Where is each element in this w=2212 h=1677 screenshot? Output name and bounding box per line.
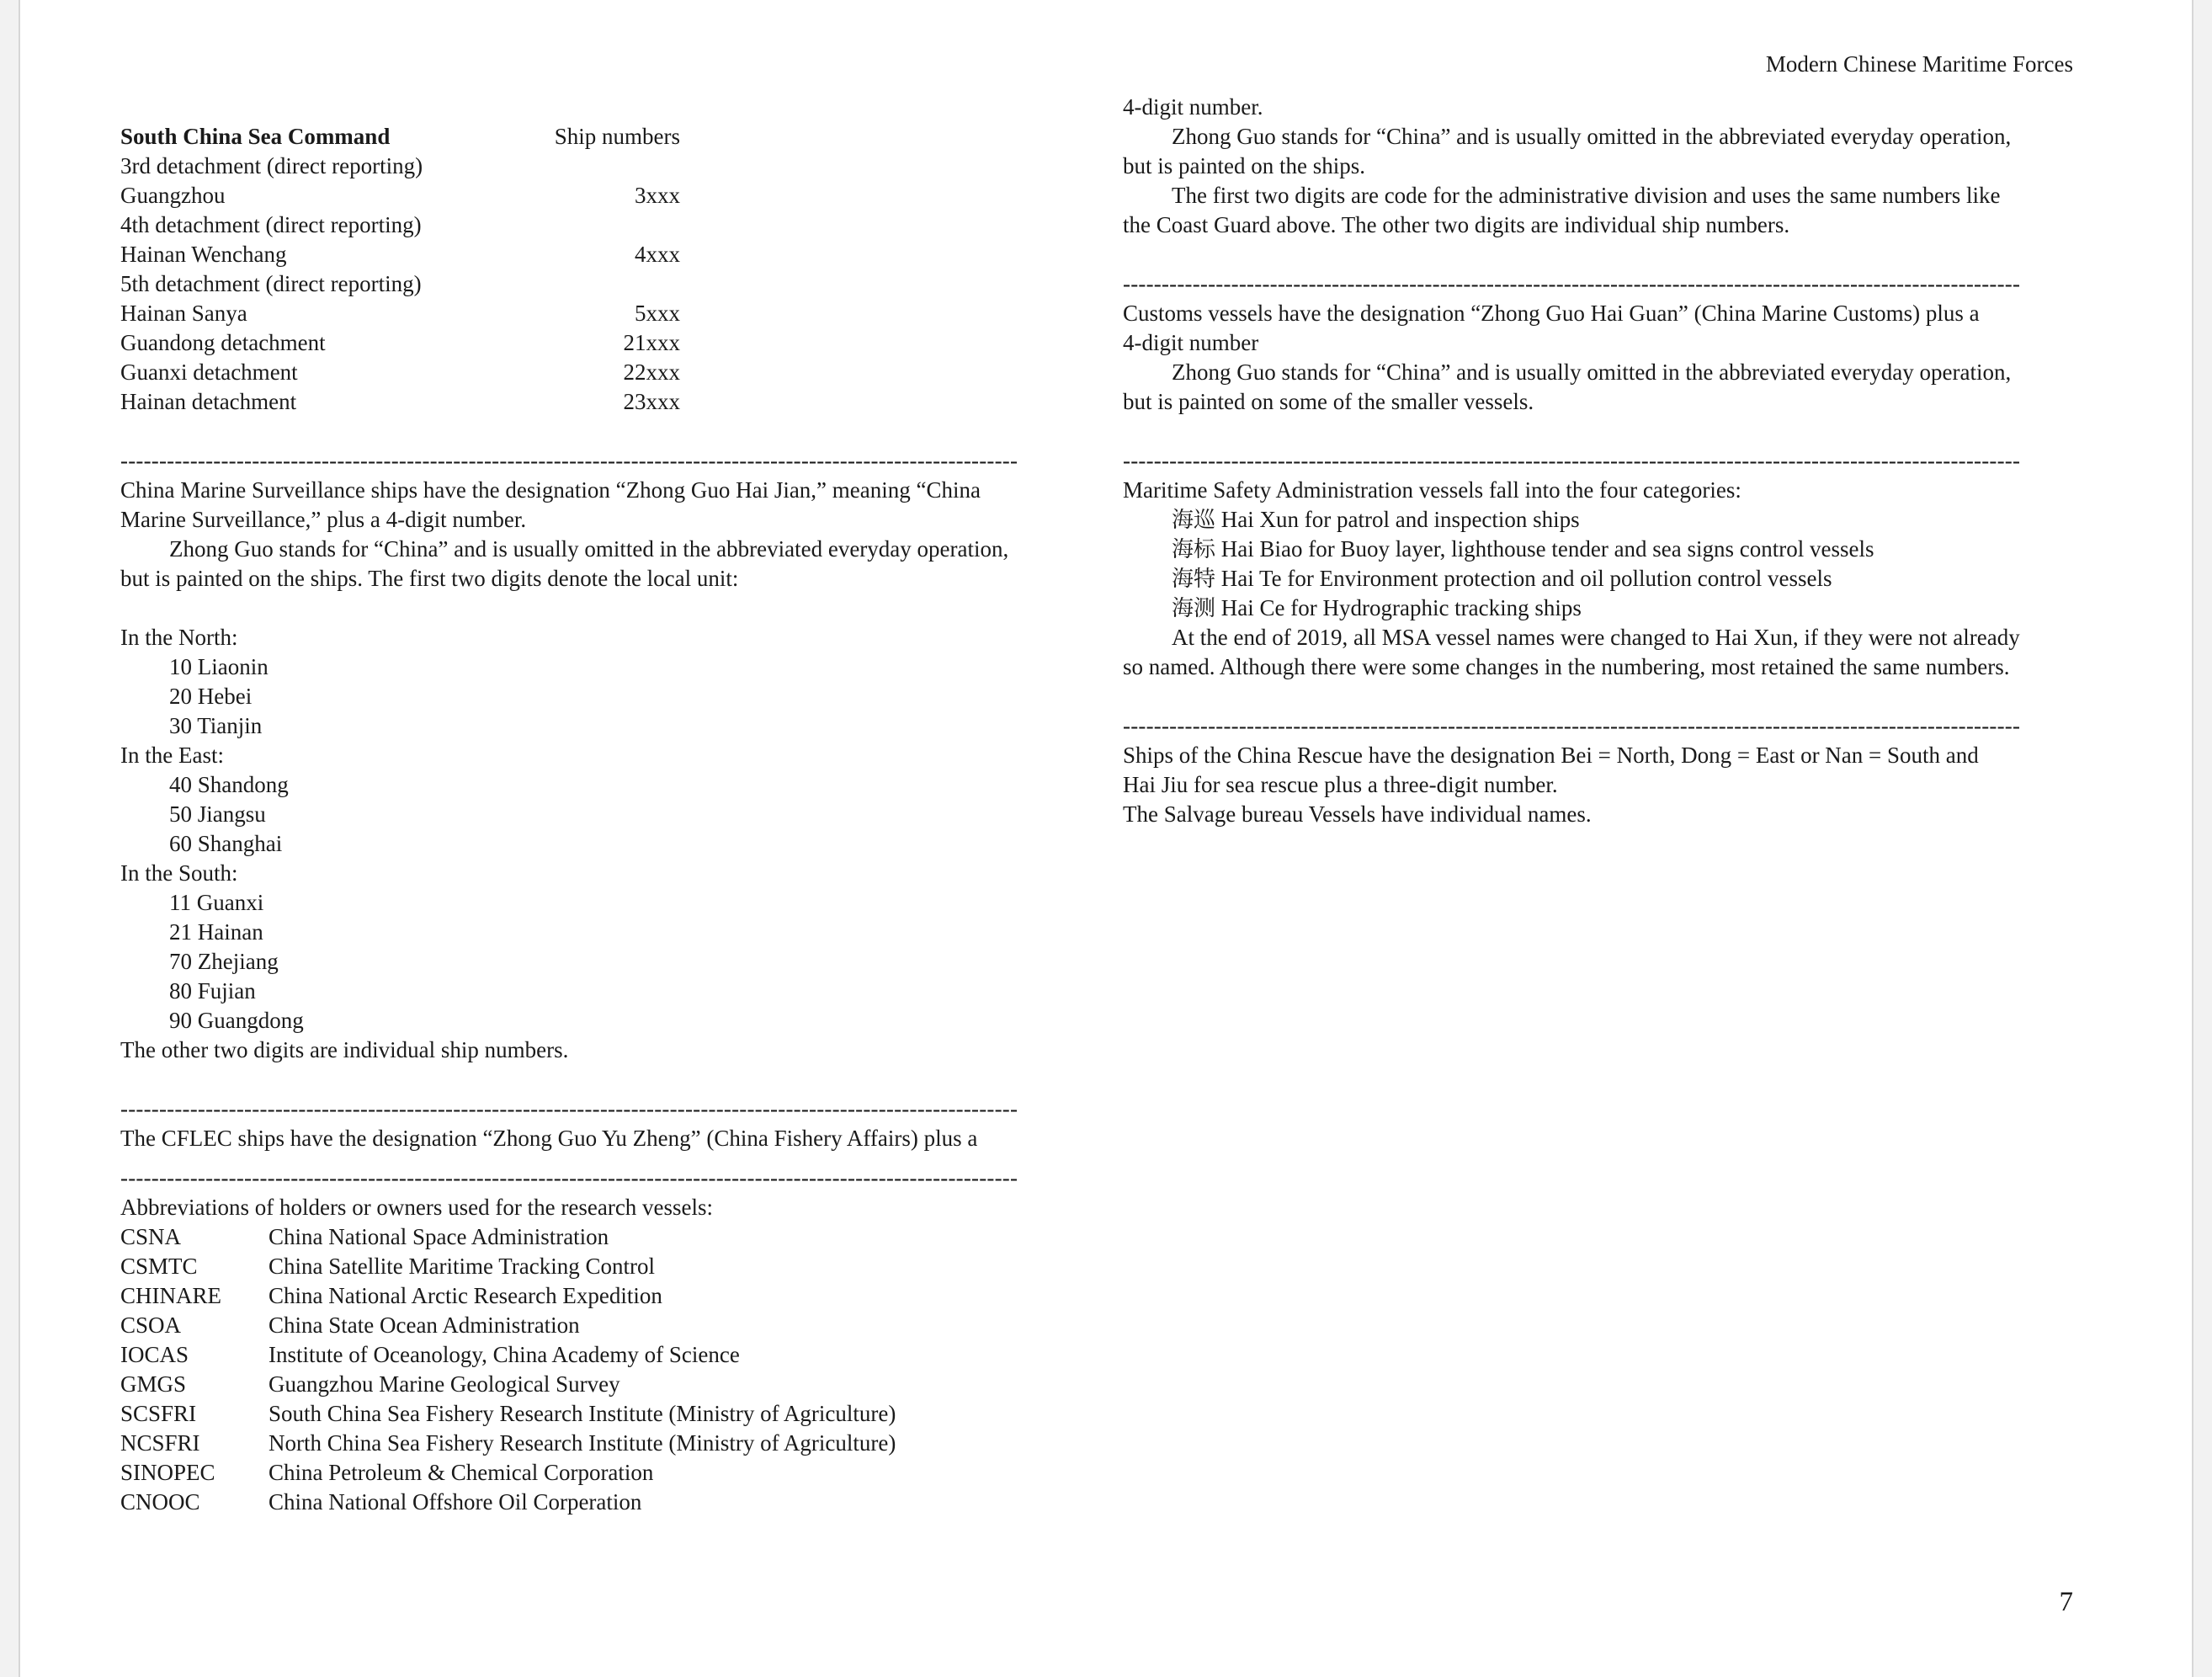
command-table-row	[120, 358, 1105, 387]
ship-number-range	[541, 210, 680, 240]
region-heading: In the East:	[120, 743, 224, 768]
customs-text: 4-digit number	[1123, 330, 1259, 355]
continuation-text: Zhong Guo stands for “China” and is usually omitted in the abbreviated everyday operation,	[1172, 124, 2012, 149]
ship-number-range: 22xxx	[623, 359, 680, 385]
abbreviation-row	[120, 1429, 1105, 1458]
category-description: Hai Biao for Buoy layer, lighthouse tender and sea signs control vessels	[1220, 536, 1874, 562]
abbreviation-meaning: North China Sea Fishery Research Institute (Ministry of Agriculture)	[269, 1430, 896, 1456]
abbreviation-meaning: China Satellite Maritime Tracking Control	[269, 1254, 655, 1279]
msa-heading: Maritime Safety Administration vessels fall into the four categories:	[1123, 477, 1741, 503]
msa-category	[1123, 594, 2116, 623]
abbreviation-meaning: China National Space Administration	[269, 1224, 609, 1249]
section-divider: --------------------------------------------------------------------------------------------------------------------	[120, 1165, 1018, 1190]
ship-number-range: 5xxx	[635, 301, 680, 326]
command-table-row	[120, 387, 1105, 417]
abbreviation-meaning: China State Ocean Administration	[269, 1312, 580, 1338]
abbreviation-meaning: Institute of Oceanology, China Academy of Science	[269, 1342, 740, 1367]
cflec-text: The CFLEC ships have the designation “Zhong Guo Yu Zheng” (China Fishery Affairs) plus a	[120, 1126, 978, 1151]
msa-note: At the end of 2019, all MSA vessel names were changed to Hai Xun, if they were not already	[1172, 625, 2020, 650]
surveillance-text: Zhong Guo stands for “China” and is usually omitted in the abbreviated everyday operation,	[169, 536, 1009, 562]
category-chinese: 海巡	[1172, 508, 1216, 533]
section-divider: --------------------------------------------------------------------------------------------------------------------	[120, 448, 1018, 473]
abbreviation-row	[120, 1340, 1105, 1370]
abbreviation-code: CSNA	[120, 1224, 182, 1249]
abbreviation-code: CSMTC	[120, 1254, 198, 1279]
abbreviation-row	[120, 1252, 1105, 1281]
abbreviation-row	[120, 1399, 1105, 1429]
unit-name: 3rd detachment (direct reporting)	[120, 153, 423, 178]
region-item: 60 Shanghai	[169, 831, 283, 856]
ship-number-range: 23xxx	[623, 389, 680, 414]
command-table-row	[120, 152, 1105, 181]
abbreviation-row	[120, 1281, 1105, 1311]
region-item: 40 Shandong	[169, 772, 289, 797]
ship-number-range: 3xxx	[635, 183, 680, 208]
abbreviation-meaning: Guangzhou Marine Geological Survey	[269, 1371, 620, 1397]
ship-numbers-header: Ship numbers	[554, 124, 680, 149]
continuation-text: the Coast Guard above. The other two digits are individual ship numbers.	[1123, 212, 1790, 237]
region-item: 70 Zhejiang	[169, 949, 279, 974]
abbreviation-code: SINOPEC	[120, 1460, 215, 1485]
command-title: South China Sea Command	[120, 124, 391, 149]
unit-name: Guandong detachment	[120, 330, 326, 355]
rescue-text: Ships of the China Rescue have the designation Bei = North, Dong = East or Nan = South and	[1123, 743, 1979, 768]
msa-note: so named. Although there were some changes in the numbering, most retained the same numbers.	[1123, 654, 2010, 679]
category-chinese: 海测	[1172, 596, 1216, 621]
category-chinese: 海标	[1172, 537, 1216, 562]
abbreviation-code: GMGS	[120, 1371, 187, 1397]
command-table-row	[120, 181, 1105, 210]
category-description: Hai Xun for patrol and inspection ships	[1220, 507, 1580, 532]
msa-category	[1123, 535, 2116, 564]
region-item: 21 Hainan	[169, 919, 263, 945]
region-item: 80 Fujian	[169, 978, 256, 1004]
rescue-text: The Salvage bureau Vessels have individual names.	[1123, 801, 1592, 827]
section-divider: --------------------------------------------------------------------------------------------------------------------	[120, 1096, 1018, 1121]
abbreviation-row	[120, 1488, 1105, 1517]
abbreviation-code: IOCAS	[120, 1342, 189, 1367]
command-table-header	[120, 122, 1105, 152]
abbreviation-code: CHINARE	[120, 1283, 221, 1308]
ship-number-range	[541, 269, 680, 299]
region-item: 30 Tianjin	[169, 713, 263, 738]
ship-number-range: 21xxx	[623, 330, 680, 355]
msa-category	[1123, 505, 2116, 535]
abbreviation-row	[120, 1311, 1105, 1340]
surveillance-closing: The other two digits are individual ship numbers.	[120, 1037, 569, 1062]
unit-name: Hainan Wenchang	[120, 242, 287, 267]
abbreviation-row	[120, 1370, 1105, 1399]
category-chinese: 海特	[1172, 567, 1216, 592]
region-item: 90 Guangdong	[169, 1008, 304, 1033]
surveillance-text: Marine Surveillance,” plus a 4-digit number.	[120, 507, 527, 532]
abbreviation-code: CSOA	[120, 1312, 182, 1338]
category-description: Hai Te for Environment protection and oil pollution control vessels	[1220, 566, 1832, 591]
abbreviation-code: CNOOC	[120, 1489, 200, 1515]
abbreviation-row	[120, 1222, 1105, 1252]
rescue-text: Hai Jiu for sea rescue plus a three-digit number.	[1123, 772, 1558, 797]
category-description: Hai Ce for Hydrographic tracking ships	[1220, 595, 1582, 620]
command-table-row	[120, 299, 1105, 328]
command-table	[120, 152, 1105, 417]
unit-name: Hainan Sanya	[120, 301, 247, 326]
command-table-row	[120, 269, 1105, 299]
abbreviations-list	[120, 1222, 1105, 1517]
continuation-text: but is painted on the ships.	[1123, 153, 1365, 178]
msa-category	[1123, 564, 2116, 594]
command-table-row	[120, 328, 1105, 358]
abbreviation-meaning: South China Sea Fishery Research Institute (Ministry of Agriculture)	[269, 1401, 896, 1426]
region-item: 10 Liaonin	[169, 654, 269, 679]
customs-text: Customs vessels have the designation “Zhong Guo Hai Guan” (China Marine Customs) plus a	[1123, 301, 1980, 326]
abbreviation-code: SCSFRI	[120, 1401, 197, 1426]
left-column	[120, 93, 1105, 1517]
abbreviation-meaning: China National Offshore Oil Corperation	[269, 1489, 642, 1515]
abbreviation-code: NCSFRI	[120, 1430, 200, 1456]
continuation-text: 4-digit number.	[1123, 94, 1263, 120]
command-table-row	[120, 240, 1105, 269]
abbreviation-meaning: China National Arctic Research Expedition	[269, 1283, 662, 1308]
customs-text: Zhong Guo stands for “China” and is usually omitted in the abbreviated everyday operation,	[1172, 359, 2012, 385]
customs-text: but is painted on some of the smaller vessels.	[1123, 389, 1534, 414]
command-table-row	[120, 210, 1105, 240]
section-divider: --------------------------------------------------------------------------------------------------------------------	[1123, 448, 2021, 473]
ship-number-range: 4xxx	[635, 242, 680, 267]
region-list	[120, 770, 1105, 859]
unit-name: Guanxi detachment	[120, 359, 298, 385]
region-list	[120, 888, 1105, 1035]
unit-name: Hainan detachment	[120, 389, 297, 414]
region-item: 11 Guanxi	[169, 890, 264, 915]
msa-categories	[1123, 505, 2116, 623]
surveillance-text: but is painted on the ships. The first two digits denote the local unit:	[120, 566, 739, 591]
right-column	[1123, 93, 2116, 829]
unit-name: 5th detachment (direct reporting)	[120, 271, 422, 296]
region-item: 50 Jiangsu	[169, 801, 266, 827]
document-page	[19, 0, 2193, 1677]
unit-name: 4th detachment (direct reporting)	[120, 212, 422, 237]
region-list	[120, 652, 1105, 741]
continuation-text: The first two digits are code for the administrative division and uses the same numbers like	[1172, 183, 2001, 208]
region-heading: In the North:	[120, 625, 238, 650]
abbreviation-row	[120, 1458, 1105, 1488]
abbreviations-heading: Abbreviations of holders or owners used for the research vessels:	[120, 1195, 714, 1220]
page-number: 7	[2059, 1587, 2073, 1617]
section-divider: --------------------------------------------------------------------------------------------------------------------	[1123, 271, 2021, 296]
unit-name: Guangzhou	[120, 183, 226, 208]
ship-number-range	[541, 152, 680, 181]
surveillance-text: China Marine Surveillance ships have the designation “Zhong Guo Hai Jian,” meaning “China	[120, 477, 981, 503]
region-item: 20 Hebei	[169, 684, 253, 709]
section-divider: --------------------------------------------------------------------------------------------------------------------	[1123, 713, 2021, 738]
abbreviation-meaning: China Petroleum & Chemical Corporation	[269, 1460, 654, 1485]
running-header: Modern Chinese Maritime Forces	[1765, 51, 2073, 77]
region-heading: In the South:	[120, 860, 238, 886]
